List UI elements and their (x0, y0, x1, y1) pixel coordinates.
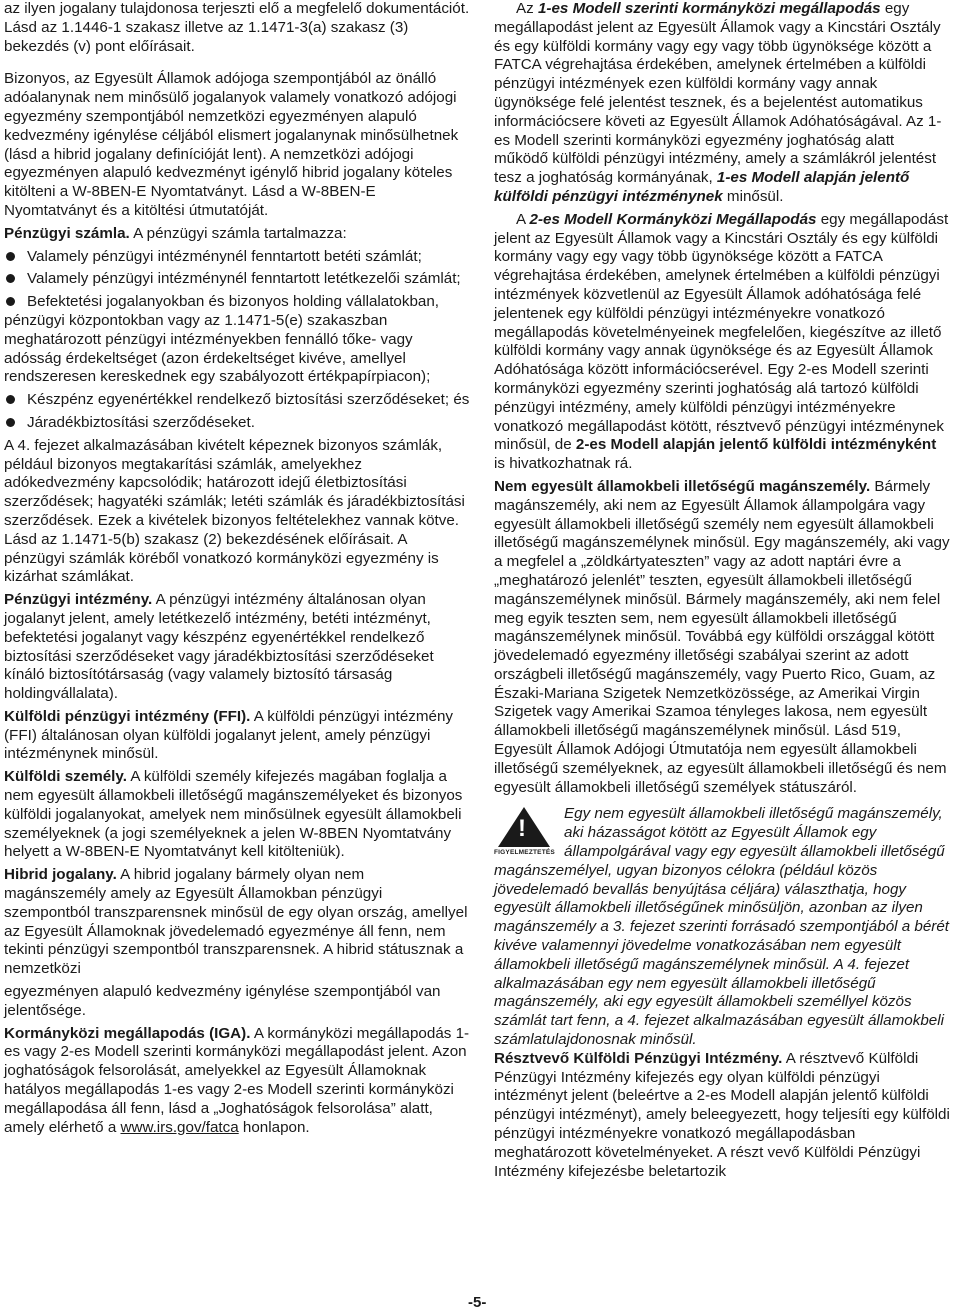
list-item: Készpénz egyenértékkel rendelkező biztosítási szerződéseket; és (4, 391, 470, 410)
page-number: -5- (468, 1294, 487, 1311)
list-item: Valamely pénzügyi intézménynél fenntartott betéti számlát; (4, 248, 470, 267)
nonresident-def: Nem egyesült államokbeli illetőségű magánszemély. Bármely magánszemély, aki nem az Egyesült Államok állampolgára vagy egyesült államokbeli illetőségű személy nem egyesült államokbeli illetőségű magánszemélynek minősül. Egy magánszemély, aki vagy a megfelel a „zöldkártyateszten” vagy az adott naptári évre a „meghatározó jelenlét” teszten, egyesült államokbeli illetőségű magánszemélynek minősül. Bármely magánszemély, aki nem felel meg egyik teszten sem, nem egyesült államokbeli illetőségű magánszemélynek minősül. Továbbá egy külföldi országgal kötött jövedelemadó egyezmény illetőségi szabályai szerint az adott országbeli illetőségű magánszemély, vagy Puerto Rico, Guam, az Északi-Mariana Szigetek Nemzetközössége, az Amerikai Virgin Szigetek vagy Amerikai Szamoa tényleges lakosa, nem egyesült államokbeli illetőségű magánszemélynek minősül. Lásd 519, Egyesült Államok Adójogi Útmutatója nem egyesült államokbeli illetőségű személyeknek, az egyesült államokbeli illetőségű és nem egyesült államokbeli illetőségű személyek státuszáról. (494, 477, 950, 796)
warning-icon (494, 807, 556, 859)
intro-continuation: az ilyen jogalany tulajdonosa terjeszti elő a megfelelő dokumentációt. Lásd az 1.1446-1 szakasz illetve az 1.1471-3(a) szakasz (3) bekezdés (v) pont előírásait. (4, 0, 470, 55)
bullet-icon (6, 418, 15, 427)
right-column (494, 0, 950, 1181)
term-model1: 1-es Modell szerinti kormányközi megállapodás (537, 0, 881, 17)
term-ffi: Külföldi pénzügyi intézmény (FFI). (4, 707, 251, 725)
ffi-def: Külföldi pénzügyi intézmény (FFI). A külföldi pénzügyi intézmény (FFI) általánosan olyan külföldi jogalanyt jelent, amely pénzügyi intézménynek minősül. (4, 707, 453, 763)
model1-def: Az 1-es Modell szerinti kormányközi megállapodás egy megállapodást jelent az Egyesült Államok vagy a Kincstári Osztály és egy külföldi kormány vagy egy vagy több ügynöksége között a FATCA végrehajtása érdekében, amelynek értelmében a külföldi pénzügyi intézmények ezen külföldi kormány vagy annak ügynöksége felé jelentést tesznek, és a bejelentést automatikus információcsere követi az Egyesült Államok Adóhatóságával. Az 1-es Modell szerinti kormányközi egyezmény joghatóság alatt működő külföldi pénzügyi intézmény, amely a számlákról jelentést tesz a joghatóság kormányának, 1-es Modell alapján jelentő külföldi pénzügyi intézménynek minősül. (494, 0, 942, 205)
foreign-person-def: Külföldi személy. A külföldi személy kifejezés magában foglalja a nem egyesült államokbeli illetőségű magánszemélyeket és bizonyos külföldi jogalanyokat, amelyek nem minősülnek egyesült államokbeli személyeknek (a jogi személyeknek a jelen W-8BEN Nyomtatvány helyett a W-8BEN-E Nyomtatványt kell kitölteniük). (4, 768, 463, 861)
bullet-icon (6, 252, 15, 261)
bullet-icon (6, 395, 15, 404)
term-foreign-person: Külföldi személy. (4, 768, 127, 786)
hybrid-note-paragraph: Bizonyos, az Egyesült Államok adójoga szempontjából az önálló adóalanynak nem minősülő jogalanyok valamely vonatkozó adójogi egyezmény szempontjából nemzetközi egyezményen alapuló kedvezmény igénylése céljából elismert jogalanynak minősülhetnek (lásd a hibrid jogalany definícióját lent). A nemzetközi adójogi egyezményen alapuló kedvezményt igénylő hibrid jogalany köteles kitölteni a W-8BEN-E Nyomtatványt. Lásd a W-8BEN-E Nyomtatványt és a kitöltési útmutatóját. (4, 70, 459, 219)
financial-account-intro: Pénzügyi számla. A pénzügyi számla tartalmazza: (4, 224, 347, 242)
term-financial-account: Pénzügyi számla. (4, 224, 130, 242)
term-iga: Kormányközi megállapodás (IGA). (4, 1024, 251, 1042)
warning-label: FIGYELMEZTETÉS (494, 849, 555, 857)
term-financial-institution: Pénzügyi intézmény. (4, 591, 153, 609)
bullet-icon (6, 274, 15, 283)
model2-def: A 2-es Modell Kormányközi Megállapodás egy megállapodást jelent az Egyesült Államok vagy a Kincstári Osztály és egy külföldi kormány vagy egy vagy több ügynöksége között a FATCA végrehajtása érdekében, amelynek értelmében a külföldi pénzügyi intézmények közvetlenül az Egyesült Államok adóhatósága felé jelentenek egy külföldi pénzügyi intézményekre vonatkozó megállapodás követelményeinek megfelelően, kiegészítve az illető külföldi kormány vagy annak ügynöksége és az Egyesült Államok Adóhatósága között információcserével. Egy 2-es Modell szerinti kormányközi egyezmény szerinti joghatóság alá tartozó külföldi pénzügyi intézmény, amely külföldi pénzügyi intézményekre vonatkozó megállapodást kötött, résztvevő pénzügyi intézménynek minősül, de 2-es Modell alapján jelentő külföldi intézményként is hivatkozhatnak rá. (494, 210, 949, 473)
iga-def: Kormányközi megállapodás (IGA). A kormányközi megállapodás 1-es vagy 2-es Modell szerinti kormányközi megállapodást jelent. Azon joghatóságok felsorolását, amelyekkel az Egyesült Államoknak hatályos megállapodás 1-es vagy 2-es Modell szerinti kormányközi megállapodása áll fenn, lásd a „Joghatóságok felsorolása” alatt, amely elérhető a www.irs.gov/fatca honlapon. (4, 1024, 470, 1136)
term-hybrid-entity: Hibrid jogalany. (4, 866, 117, 884)
warning-box (494, 805, 950, 1049)
term-participating-ffi: Résztvevő Külföldi Pénzügyi Intézmény. (494, 1049, 783, 1067)
list-item: Valamely pénzügyi intézménynél fenntartott letétkezelői számlát; (4, 270, 470, 289)
exclamation-icon: ! (518, 815, 526, 843)
irs-fatca-link[interactable]: www.irs.gov/fatca (120, 1118, 239, 1136)
term-nonresident: Nem egyesült államokbeli illetőségű magánszemély. (494, 477, 871, 495)
financial-account-exceptions: A 4. fejezet alkalmazásában kivételt képeznek bizonyos számlák, például bizonyos megtakarítási számlák, amelyekhez adókedvezmény kapcsolódik; határozott idejű életbiztosítási szerződések; hagyatéki számlák; letéti számlák és járadékbiztosítási szerződések. Ezek a kivételek bizonyos feltételekhez vannak kötve. Lásd az 1.1471-5(b) szakasz (2) bekezdésének előírásait. A pénzügyi számlák köréből vonatkozó kormányközi egyezmény is kizárhat számlákat. (4, 436, 465, 586)
term-model2-ffi: 2-es Modell alapján jelentő külföldi intézményként (575, 436, 937, 454)
hybrid-entity-cont: egyezményen alapuló kedvezmény igénylése szempontjából van jelentősége. (4, 983, 441, 1019)
term-model1-ffi: 1-es Modell alapján jelentő külföldi pénzügyi intézménynek (494, 169, 910, 205)
financial-institution-def: Pénzügyi intézmény. A pénzügyi intézmény általánosan olyan jogalanyt jelent, amely letétkezelő intézmény, betéti intézményt, befektetési jogalanyt vagy készpénz egyenértékkel rendelkező biztosítási szerződéseket vagy járadékbiztosítási szerződéseket kínáló biztosítótársaság (vagy valamely biztosító társaság holdingvállalata). (4, 591, 434, 703)
list-item: Járadékbiztosítási szerződéseket. (4, 414, 470, 433)
left-column (4, 0, 470, 1137)
hybrid-entity-def: Hibrid jogalany. A hibrid jogalany bármely olyan nem magánszemély amely az Egyesült Államokban pénzügyi szempontból transzparensnek minősül de egy olyan ország, amellyel az Egyesült Államoknak jövedelemadó egyezménye áll fenn, nem tekinti pénzügyi szempontból transzparensnek. A hibrid státusznak a nemzetközi (4, 866, 468, 978)
list-item: Befektetési jogalanyokban és bizonyos holding vállalatokban, pénzügyi központokban vagy az 1.1471-5(e) szakaszban meghatározott pénzügyi intézményekben fennálló tőke- vagy adósság érdekeltséget (azon érdekeltséget kivéve, amellyel rendszeresen kereskednek egy szabályozott értékpapírpiacon); (4, 293, 440, 386)
warning-text: Egy nem egyesült államokbeli illetőségű magánszemély, aki házasságot kötött az Egyesült Államok egy állampolgárával vagy egy egyesült államokbeli illetőségű magánszemélyel, ugyan bizonyos célokra (például közös jövedelemadó bevallás benyújtása céljára) választhatja, hogy egyesült államokbeli illetőségűnek minősüljön, azonban az ilyen magánszemély a 3. fejezet szerinti forrásadó szempontjából a bérét kivéve valamennyi jövedelme vonatkozásában nem egyesült államokbeli illetőségű magánszemélynek minősül. A 4. fejezet alkalmazásában egy nem egyesült államokbeli illetőségű magánszemély, aki egy egyesült államokbeli személlyel közös számlát tart fenn, a 4. fejezet alkalmazásában egyesült államokbeli számlatulajdonosnak minősül. (494, 805, 950, 1049)
term-model2: 2-es Modell Kormányközi Megállapodás (529, 210, 817, 228)
participating-ffi-def: Résztvevő Külföldi Pénzügyi Intézmény. A résztvevő Külföldi Pénzügyi Intézmény kifejezés egy olyan külföldi pénzügyi intézményt jelent (beleértve a 2-es Modell alapján jelentő külföldi pénzügyi intézményt), amely beleegyezett, hogy teljesíti egy külföldi pénzügyi intézményekre vonatkozó megállapodásban meghatározott követelményeket. A részt vevő Külföldi Pénzügyi Intézmény kifejezésbe beletartozik (494, 1049, 950, 1180)
bullet-icon (6, 297, 15, 306)
